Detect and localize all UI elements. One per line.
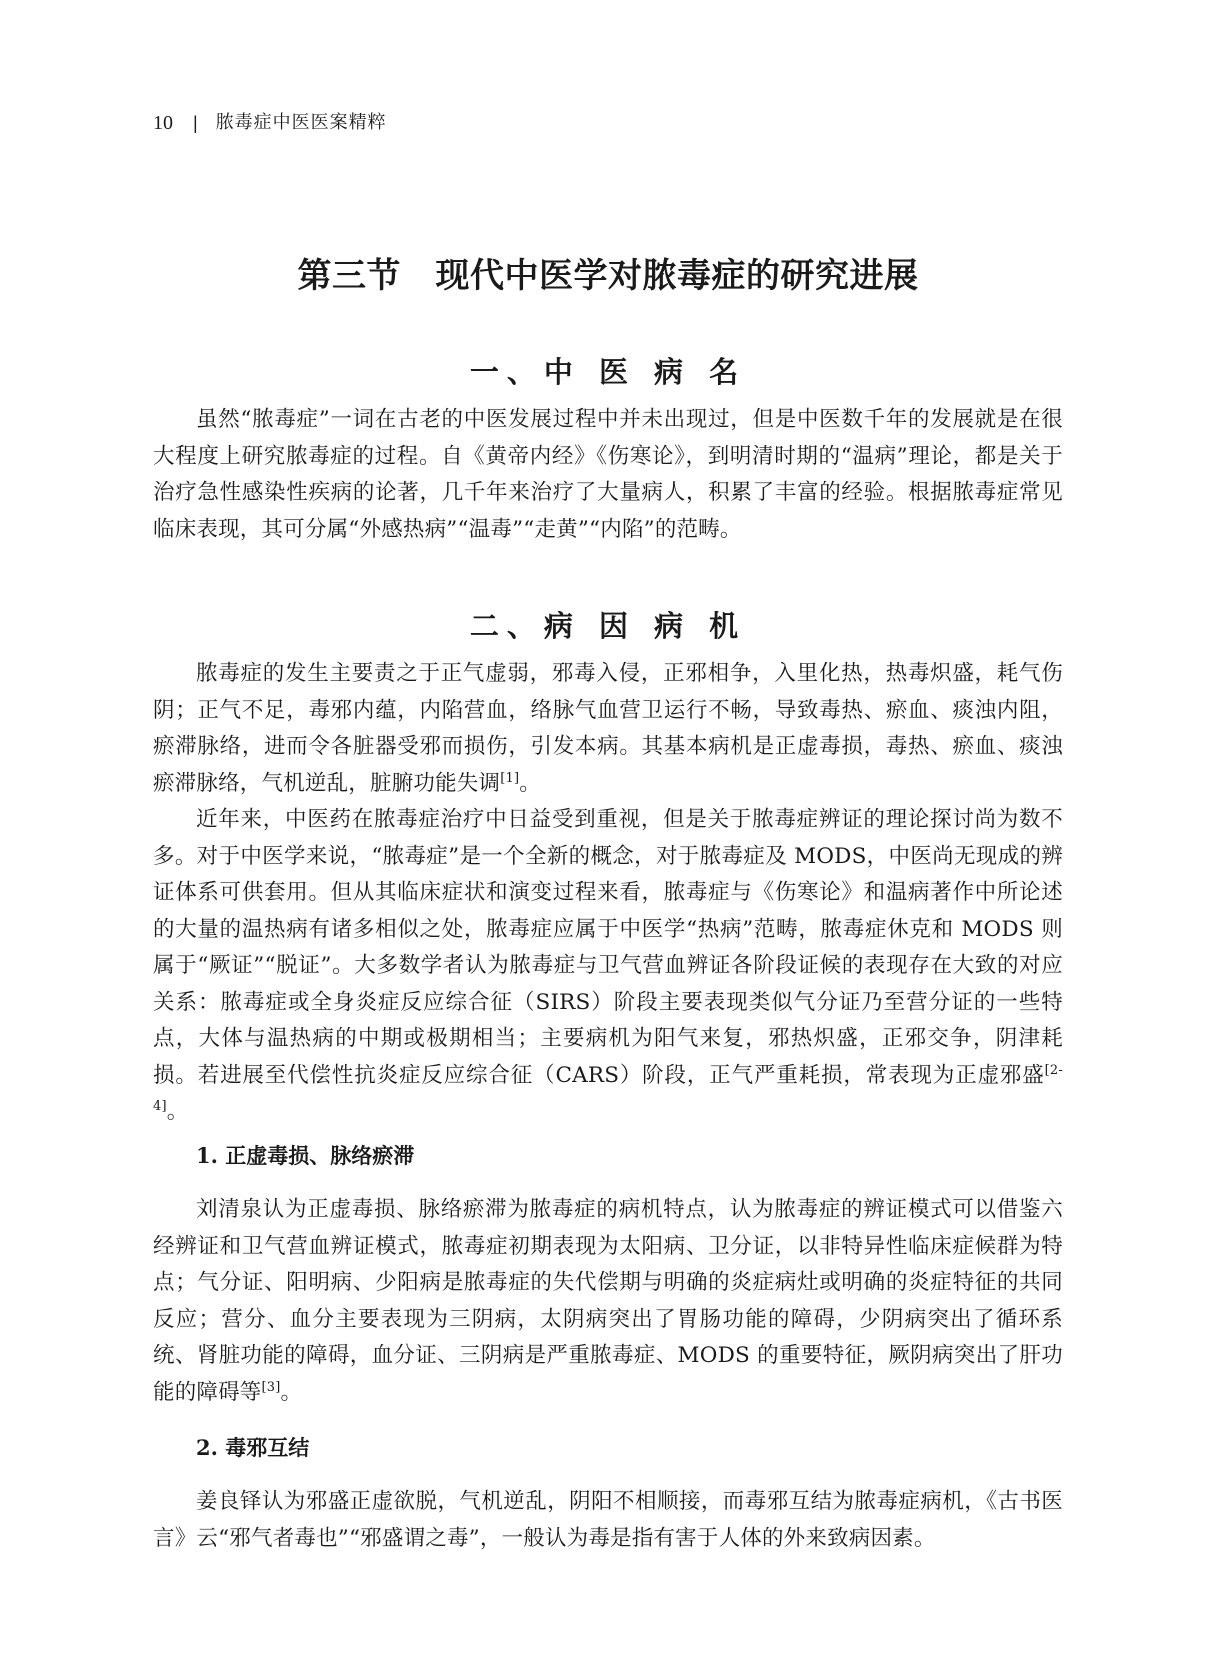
- header-separator: |: [193, 113, 198, 133]
- paragraph-text: 脓毒症的发生主要责之于正气虚弱，邪毒入侵，正邪相争，入里化热，热毒炽盛，耗气伤阴；正气不足，毒邪内蕴，内陷营血，络脉气血营卫运行不畅，导致毒热、瘀血、痰浊内阻，瘀滞脉络，进而令各脏器受邪而损伤，引发本病。其基本病机是正虚毒损，毒热、瘀血、痰浊瘀滞脉络，气机逆乱，脏腑功能失调: [153, 661, 1063, 796]
- paragraph-tail: 。: [166, 1099, 189, 1124]
- subheading-etiology-pathogenesis: 二、病 因 病 机: [469, 609, 747, 644]
- paragraph-text: 刘清泉认为正虚毒损、脉络瘀滞为脓毒症的病机特点，认为脓毒症的辨证模式可以借鉴六经辨证和卫气营血辨证模式，脓毒症初期表现为太阳病、卫分证，以非特异性临床症候群为特点；气分证、阳明病、少阳病是脓毒症的失代偿期与明确的炎症病灶或明确的炎症特征的共同反应；营分、血分主要表现为三阴病，太阴病突出了胃肠功能的障碍，少阴病突出了循环系统、肾脏功能的障碍，血分证、三阴病是严重脓毒症、MODS 的重要特征，厥阴病突出了肝功能的障碍等: [153, 1197, 1063, 1405]
- citation: [2-4]: [153, 1062, 1063, 1114]
- paragraph: [153, 402, 1063, 548]
- paragraph-tail: 。: [519, 770, 541, 796]
- section-title: 第三节 现代中医学对脓毒症的研究进展: [297, 255, 919, 296]
- paragraph: [153, 1484, 1063, 1557]
- paragraph: [153, 656, 1063, 802]
- paragraph-text: 虽然“脓毒症”一词在古老的中医发展过程中并未出现过，但是中医数千年的发展就是在很大程度上研究脓毒症的过程。自《黄帝内经》《伤寒论》，到明清时期的“温病”理论，都是关于治疗急性感染性疾病的论著，几千年来治疗了大量病人，积累了丰富的经验。根据脓毒症常见临床表现，其可分属“外感热病”“温毒”“走黄”“内陷”的范畴。: [153, 407, 1063, 542]
- paragraph: [153, 802, 1063, 1131]
- paragraph-text: 姜良铎认为邪盛正虚欲脱，气机逆乱，阴阳不相顺接，而毒邪互结为脓毒症病机，《古书医言》云“邪气者毒也”“邪盛谓之毒”，一般认为毒是指有害于人体的外来致病因素。: [153, 1489, 1063, 1551]
- paragraph: [153, 1192, 1063, 1411]
- book-title: 脓毒症中医医案精粹: [215, 112, 387, 133]
- citation: [3]: [261, 1379, 281, 1395]
- running-header: [153, 108, 387, 138]
- page-number: 10: [153, 112, 173, 134]
- item-heading: 1. 正虚毒损、脉络瘀滞: [196, 1143, 415, 1168]
- subheading-tcm-disease-name: 一、中 医 病 名: [469, 355, 747, 390]
- paragraph-tail: 。: [280, 1379, 303, 1405]
- item-heading: 2. 毒邪互结: [196, 1435, 310, 1460]
- citation: [1]: [500, 770, 520, 786]
- paragraph-text: 近年来，中医药在脓毒症治疗中日益受到重视，但是关于脓毒症辨证的理论探讨尚为数不多。对于中医学来说，“脓毒症”是一个全新的概念，对于脓毒症及 MODS，中医尚无现成的辨证体系可供套用。但从其临床症状和演变过程来看，脓毒症与《伤寒论》和温病著作中所论述的大量的温热病有诸多相似之处，脓毒症应属于中医学“热病”范畴，脓毒症休克和 MODS 则属于“厥证”“脱证”。大多数学者认为脓毒症与卫气营血辨证各阶段证候的表现存在大致的对应关系：脓毒症或全身炎症反应综合征（SIRS）阶段主要表现类似气分证乃至营分证的一些特点，大体与温热病的中期或极期相当；主要病机为阳气来复，邪热炽盛，正邪交争，阴津耗损。若进展至代偿性抗炎症反应综合征（CARS）阶段，正气严重耗损，常表现为正虚邪盛: [153, 807, 1063, 1088]
